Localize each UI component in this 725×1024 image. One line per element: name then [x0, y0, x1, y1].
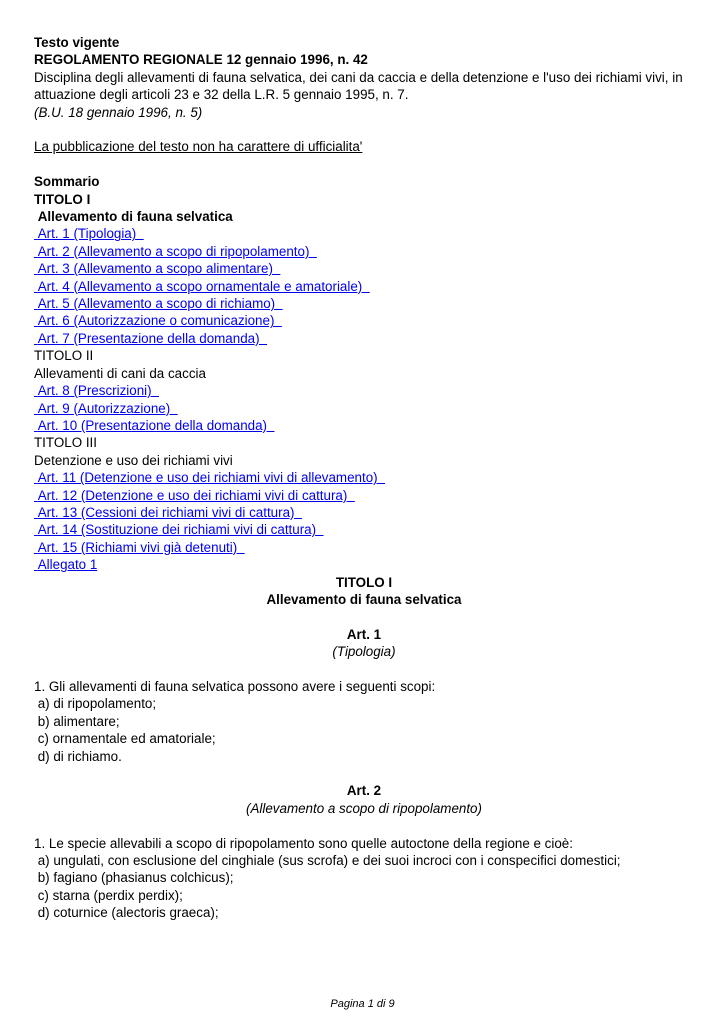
summary-link-art-3[interactable]: Art. 3 (Allevamento a scopo alimentare) — [34, 261, 281, 277]
art-1-subtitle: (Tipologia) — [332, 644, 396, 660]
art-2-item-c: c) starna (perdix perdix); — [34, 887, 183, 903]
description-line-2: attuazione degli articoli 23 e 32 della L.R. 5 gennaio 1995, n. 7. — [34, 87, 409, 103]
summary-link-art-1[interactable]: Art. 1 (Tipologia) — [34, 226, 144, 242]
summary-link-art-7[interactable]: Art. 7 (Presentazione della domanda) — [34, 330, 267, 346]
page-number: Pagina 1 di 9 — [330, 998, 395, 1010]
summary-link-art-2[interactable]: Art. 2 (Allevamento a scopo di ripopolamento) — [34, 243, 317, 259]
summary-titolo-1-label: TITOLO I — [34, 191, 91, 207]
art-1-body — [34, 678, 694, 765]
bulletin-reference: (B.U. 18 gennaio 1996, n. 5) — [34, 104, 203, 120]
summary-titolo-3-links — [34, 469, 694, 573]
document-page — [34, 34, 694, 922]
summary-link-art-10[interactable]: Art. 10 (Presentazione della domanda) — [34, 417, 275, 433]
section-titolo-name: Allevamento di fauna selvatica — [266, 591, 462, 607]
summary-titolo-3-name: Detenzione e uso dei richiami vivi — [34, 452, 233, 468]
art-1-heading: Art. 1 — [346, 626, 382, 642]
art-2-item-d: d) coturnice (alectoris graeca); — [34, 905, 219, 921]
summary-link-art-8[interactable]: Art. 8 (Prescrizioni) — [34, 383, 160, 399]
summary-link-art-11[interactable]: Art. 11 (Detenzione e uso dei richiami vivi di allevamento) — [34, 470, 386, 486]
summary-link-art-14[interactable]: Art. 14 (Sostituzione dei richiami vivi di cattura) — [34, 522, 324, 538]
art-1-item-a: a) di ripopolamento; — [34, 696, 157, 712]
summary-heading: Sommario — [34, 174, 100, 190]
summary-titolo-1-name: Allevamento di fauna selvatica — [34, 209, 233, 225]
document-title: REGOLAMENTO REGIONALE 12 gennaio 1996, n. 42 — [34, 52, 368, 68]
art-2-subtitle: (Allevamento a scopo di ripopolamento) — [246, 800, 482, 816]
disclaimer: La pubblicazione del testo non ha carattere di ufficialita' — [34, 139, 363, 155]
art-1-item-b: b) alimentare; — [34, 713, 120, 729]
summary-titolo-3-label: TITOLO III — [34, 435, 97, 451]
art-1-item-d: d) di richiamo. — [34, 748, 122, 764]
art-1-item-c: c) ornamentale ed amatoriale; — [34, 731, 216, 747]
art-2-paragraph: 1. Le specie allevabili a scopo di ripopolamento sono quelle autoctone della regione e cioè: — [34, 835, 573, 851]
art-2-body — [34, 835, 694, 922]
summary-link-allegato-1[interactable]: Allegato 1 — [34, 557, 98, 573]
summary-link-art-4[interactable]: Art. 4 (Allevamento a scopo ornamentale e amatoriale) — [34, 278, 370, 294]
section-titolo-label: TITOLO I — [335, 574, 393, 590]
summary-link-art-12[interactable]: Art. 12 (Detenzione e uso dei richiami vivi di cattura) — [34, 487, 355, 503]
summary-titolo-2-links — [34, 382, 694, 434]
art-2-item-b: b) fagiano (phasianus colchicus); — [34, 870, 234, 886]
summary-link-art-5[interactable]: Art. 5 (Allevamento a scopo di richiamo) — [34, 296, 283, 312]
summary-titolo-1-links — [34, 225, 694, 347]
description-line-1: Disciplina degli allevamenti di fauna selvatica, dei cani da caccia e della detenzione e l'uso dei richiami vivi, in — [34, 69, 683, 85]
status-label: Testo vigente — [34, 35, 120, 50]
summary-titolo-2-name: Allevamenti di cani da caccia — [34, 365, 206, 381]
summary-link-art-6[interactable]: Art. 6 (Autorizzazione o comunicazione) — [34, 313, 282, 329]
art-1-paragraph: 1. Gli allevamenti di fauna selvatica possono avere i seguenti scopi: — [34, 678, 436, 694]
art-2-item-a: a) ungulati, con esclusione del cinghiale (sus scrofa) e dei suoi incroci con i conspecifici domestici; — [34, 853, 621, 868]
art-2-heading: Art. 2 — [346, 783, 382, 799]
summary-link-art-9[interactable]: Art. 9 (Autorizzazione) — [34, 400, 178, 416]
summary-link-art-13[interactable]: Art. 13 (Cessioni dei richiami vivi di cattura) — [34, 504, 302, 520]
summary-link-art-15[interactable]: Art. 15 (Richiami vivi già detenuti) — [34, 539, 245, 555]
summary-titolo-2-label: TITOLO II — [34, 348, 94, 364]
